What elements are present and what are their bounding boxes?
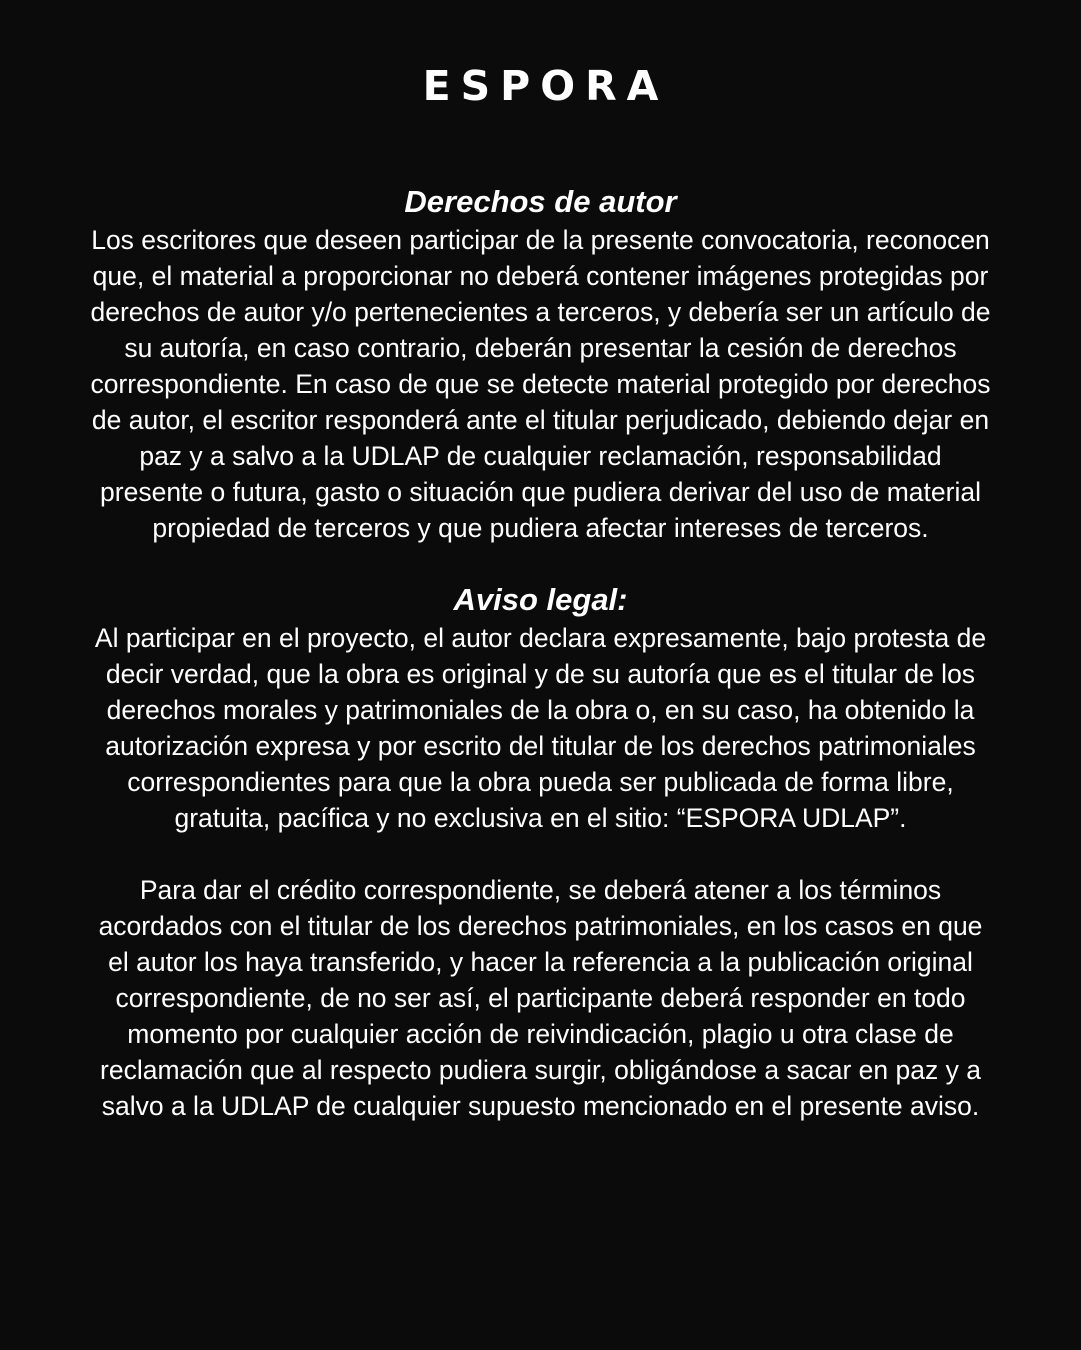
section-spacer <box>90 546 991 580</box>
copyright-paragraph: Los escritores que deseen participar de la presente convocatoria, reconocen que, el material a proporcionar no deberá contener imágenes protegidas por derechos de autor y/o pertenecientes a terceros, y debería ser un artículo de su autoría, en caso contrario, deberán presentar la cesión de derechos correspondiente. En caso de que se detecte material protegido por derechos de autor, el escritor responderá ante el titular perjudicado, debiendo dejar en paz y a salvo a la UDLAP de cualquier reclamación, responsabilidad presente o futura, gasto o situación que pudiera derivar del uso de material propiedad de terceros y que pudiera afectar intereses de terceros. <box>90 225 991 543</box>
section-heading-legal-notice: Aviso legal: <box>453 582 628 617</box>
legal-notice-paragraph-2: Para dar el crédito correspondiente, se deberá atener a los términos acordados con el titular de los derechos patrimoniales, en los casos en que el autor los haya transferido, y hacer la referencia a la publicación original correspondiente, de no ser así, el participante deberá responder en todo momento por cualquier acción de reivindicación, plagio u otra clase de reclamación que al respecto pudiera surgir, obligándose a sacar en paz y a salvo a la UDLAP de cualquier supuesto mencionado en el presente aviso. <box>98 875 983 1121</box>
section-copyright <box>90 182 991 546</box>
paragraph-spacer <box>90 836 991 872</box>
brand-title: ESPORA <box>422 62 669 110</box>
document-body <box>90 182 991 1124</box>
section-heading-copyright: Derechos de autor <box>404 184 677 219</box>
legal-notice-paragraph-1: Al participar en el proyecto, el autor declara expresamente, bajo protesta de decir verdad, que la obra es original y de su autoría que es el titular de los derechos morales y patrimoniales de la obra o, en su caso, ha obtenido la autorización expresa y por escrito del titular de los derechos patrimoniales correspondientes para que la obra pueda ser publicada de forma libre, gratuita, pacífica y no exclusiva en el sitio: “ESPORA UDLAP”. <box>94 623 987 833</box>
section-legal-notice <box>90 580 991 1124</box>
